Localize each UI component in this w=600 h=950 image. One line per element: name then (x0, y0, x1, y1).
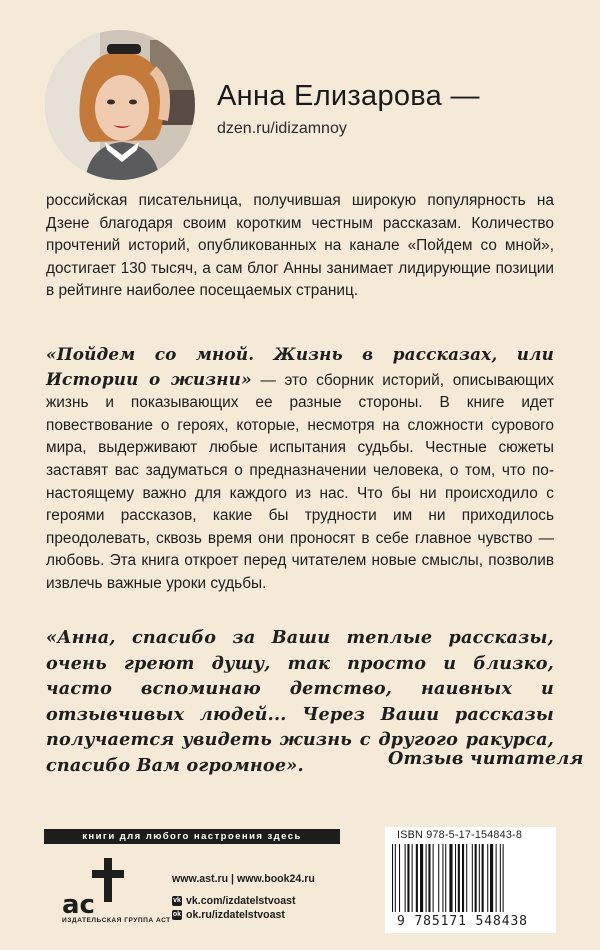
barcode-bar (412, 844, 413, 912)
barcode-bar (426, 844, 427, 912)
publisher-caption: ИЗДАТЕЛЬСКАЯ ГРУППА АСТ (62, 917, 171, 924)
barcode-bar (420, 844, 423, 912)
publisher-logo (60, 856, 140, 916)
barcode-bar (487, 844, 488, 912)
barcode-bar (466, 844, 467, 912)
barcode-bar (458, 844, 460, 912)
barcode-bar (407, 844, 409, 912)
barcode-bar (455, 844, 456, 912)
barcode-bar (503, 844, 504, 912)
ok-link[interactable] (172, 909, 285, 921)
barcode-bar (399, 844, 400, 912)
barcode-bar (496, 844, 497, 912)
vk-link[interactable] (172, 895, 296, 907)
barcode-bar (479, 844, 480, 912)
barcode-bar (433, 844, 434, 912)
barcode-bar (405, 844, 406, 912)
slogan-bar: книги для любого настроения здесь (44, 829, 340, 844)
barcode-bar (392, 844, 393, 912)
barcode-bar (500, 844, 501, 912)
vk-icon: vk (173, 897, 181, 904)
isbn-text: ISBN 978-5-17-154843-8 (397, 829, 523, 841)
barcode-bar (442, 844, 443, 912)
svg-text:ас: ас (62, 890, 95, 916)
barcode-bar (472, 844, 473, 912)
barcode-bar (449, 844, 452, 912)
book-title: «Пойдем со мной. Жизнь в рассказах, или Истории о жизни» (46, 344, 554, 389)
barcode-bar (395, 844, 396, 912)
barcode-bar (428, 844, 430, 912)
review-signature: Отзыв читателя (388, 748, 584, 769)
author-photo (45, 30, 195, 180)
barcode-number: 9 785171 548438 (397, 914, 528, 929)
reader-review: «Анна, спасибо за Ваши теплые рассказы, очень греют душу, так просто и близко, часто вспоминаю детство, наивных и отзывчивых людей... Через Ваши рассказы получается увидеть жизнь с другого ракурса, спасибо Вам огромное». (46, 627, 554, 776)
barcode-bar (482, 844, 484, 912)
barcode-bar (462, 844, 464, 912)
book-description (46, 343, 554, 596)
barcode (392, 844, 549, 914)
author-name: Анна Елизарова — (217, 80, 480, 112)
barcode-bar (416, 844, 418, 912)
author-link[interactable]: dzen.ru/idizamnoy (217, 120, 347, 137)
barcode-bar (490, 844, 493, 912)
ok-link-text: ok.ru/izdatelstvoast (186, 909, 285, 921)
barcode-bar (445, 844, 446, 912)
barcode-bar (438, 844, 439, 912)
barcode-bar (475, 844, 477, 912)
ok-icon: ok (172, 911, 182, 918)
description-text: — это сборник историй, описывающих жизнь и показывающих ее разные стороны. В книге идет повествование о героях, которые, несмотря на сложности сурового мира, выдерживают любые испытания судьбы. Честные сюжеты заставят вас задуматься о предназначении человека, о том, что по-настоящему важно для каждого из нас. Что бы ни происходило с героями рассказов, какие бы трудности им ни приходилось преодолевать, сквозь время они проносят в себе главное чувство — любовь. Эта книга откроет перед читателем новые смыслы, позволив извлечь важные уроки судьбы. (46, 371, 555, 592)
vk-link-text: vk.com/izdatelstvoast (186, 895, 296, 907)
publisher-sites[interactable]: www.ast.ru | www.book24.ru (172, 873, 315, 885)
author-bio: российская писательница, получившая широкую популярность на Дзене благодаря своим коротким честным рассказам. Количество прочтений историй, опубликованных на канале «Пойдем со мной», достигает 130 тысяч, а сам блог Анны занимает лидирующие позиции в рейтинге наиболее посещаемых страниц. (46, 192, 554, 300)
